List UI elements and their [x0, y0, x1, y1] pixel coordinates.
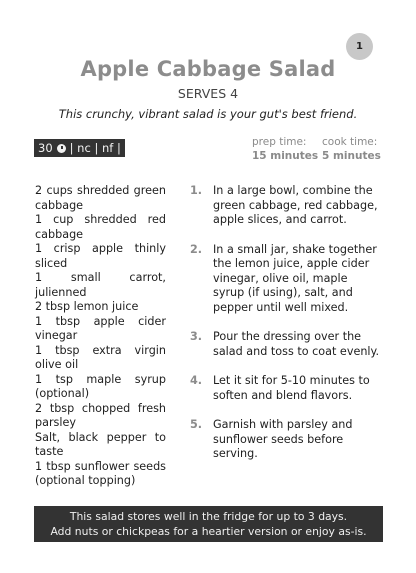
ingredient-item: Salt, black pepper to taste — [35, 430, 166, 458]
step-number: 1. — [190, 184, 203, 197]
storage-note — [34, 506, 383, 542]
ingredient-item: 1 tbsp extra virgin olive oil — [35, 343, 166, 371]
cook-time-label: cook time: — [322, 136, 378, 148]
total-minutes: 30 — [38, 141, 53, 155]
instruction-step — [190, 243, 380, 316]
cook-time-value: 5 minutes — [322, 150, 381, 162]
ingredient-item: 2 cups shredded green cabbage — [35, 184, 166, 212]
instruction-step — [190, 418, 380, 462]
recipe-title: Apple Cabbage Salad — [80, 57, 336, 81]
prep-time-value: 15 minutes — [252, 150, 319, 162]
ingredient-list — [35, 184, 166, 489]
ingredient-item: 1 small carrot, julienned — [35, 271, 166, 299]
step-text: Garnish with parsley and sunflower seeds before serving. — [213, 418, 353, 460]
diet-tags: | nc | nf | — [69, 141, 121, 155]
step-number: 4. — [190, 374, 203, 387]
page-number-badge — [346, 33, 373, 60]
ingredient-item: 1 crisp apple thinly sliced — [35, 242, 166, 270]
ingredient-item: 2 tbsp chopped fresh parsley — [35, 401, 166, 429]
cook-time — [322, 135, 381, 163]
instruction-step — [190, 330, 380, 359]
storage-note-line-1: This salad stores well in the fridge for up to 3 days. — [69, 510, 348, 523]
serves-label: SERVES 4 — [177, 86, 239, 101]
ingredient-item: 1 tbsp apple cider vinegar — [35, 314, 166, 342]
instruction-step — [190, 374, 380, 403]
ingredient-item: 1 tbsp sunflower seeds (optional topping) — [35, 459, 166, 487]
step-number: 2. — [190, 242, 203, 256]
recipe-tagline: This crunchy, vibrant salad is your gut's best friend. — [58, 107, 358, 121]
step-number: 3. — [190, 330, 203, 343]
recipe-info-badge — [34, 139, 125, 157]
prep-time — [252, 135, 318, 163]
step-text: Pour the dressing over the salad and toss to coat evenly. — [213, 330, 380, 358]
instruction-list — [190, 184, 380, 477]
prep-time-label: prep time: — [252, 136, 307, 148]
page-number: 1 — [356, 41, 363, 52]
ingredient-item: 2 tbsp lemon juice — [35, 300, 139, 313]
storage-note-line-2: Add nuts or chickpeas for a heartier version or enjoy as-is. — [50, 525, 367, 538]
step-number: 5. — [190, 418, 203, 431]
ingredient-item: 1 cup shredded red cabbage — [35, 213, 166, 241]
step-text: Let it sit for 5-10 minutes to soften and blend flavors. — [213, 374, 370, 402]
step-text: In a small jar, shake together the lemon juice, apple cider vinegar, olive oil, maple syrup (if using), salt, and pepper until well mixed. — [213, 242, 377, 314]
step-text: In a large bowl, combine the green cabbage, red cabbage, apple slices, and carrot. — [213, 184, 378, 226]
ingredient-item: 1 tsp maple syrup (optional) — [35, 372, 166, 400]
instruction-step — [190, 184, 380, 228]
clock-icon — [57, 144, 66, 153]
